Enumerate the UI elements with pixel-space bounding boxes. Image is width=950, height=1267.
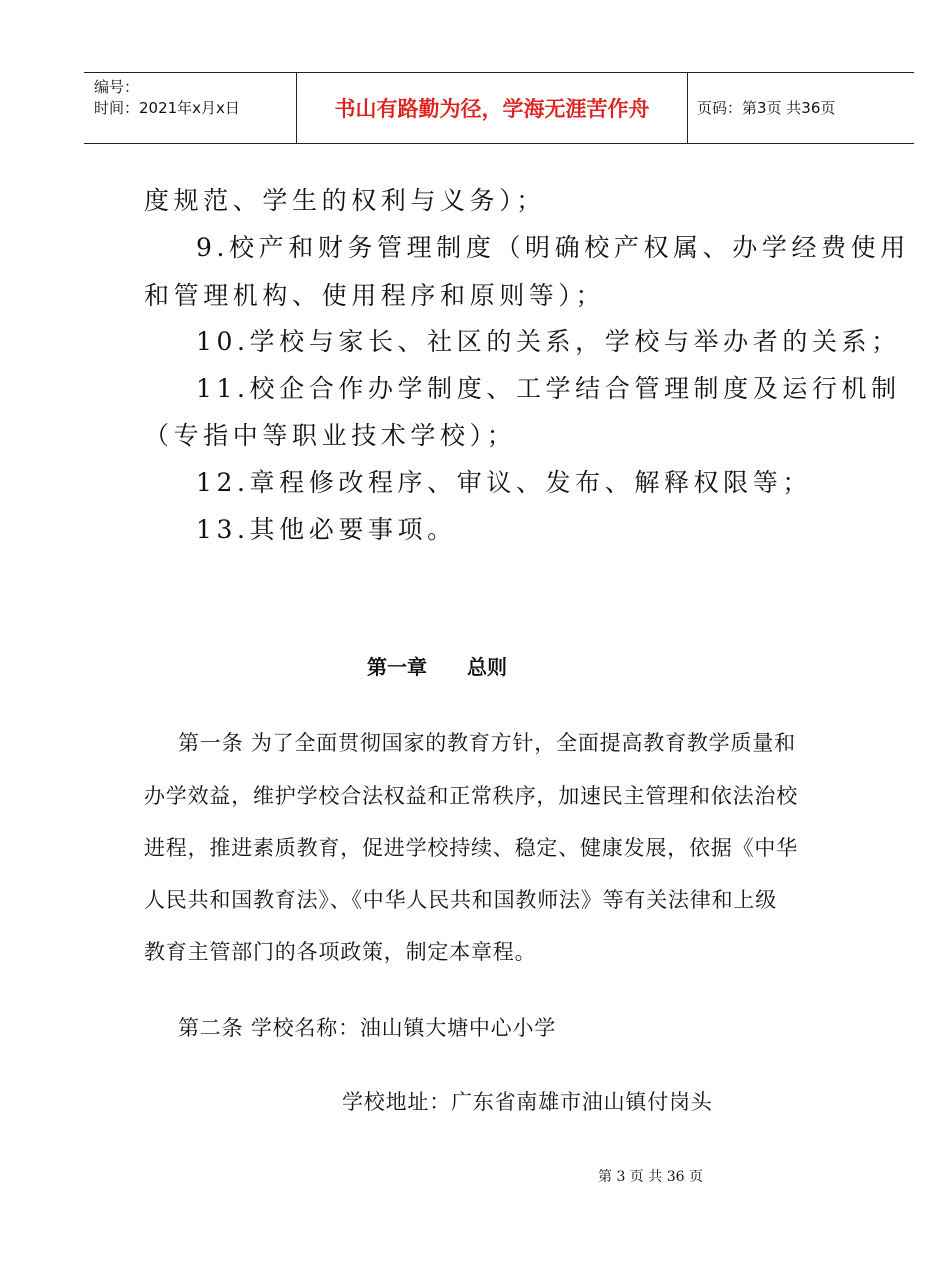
list-line: 10.学校与家长、社区的关系，学校与举办者的关系；: [196, 327, 901, 356]
chapter-title: 第一章 总则: [367, 655, 507, 679]
header-motto: 书山有路勤为径，学海无涯苦作舟: [334, 97, 650, 121]
article-1-line: 人民共和国教育法》、《中华人民共和国教师法》等有关法律和上级: [144, 888, 777, 912]
header-time-label: 时间：2021年x月x日: [94, 99, 240, 117]
address-line: 学校地址：广东省南雄市油山镇付岗头: [342, 1090, 713, 1114]
article-2-line: 第二条 学校名称：油山镇大塘中心小学: [178, 1016, 557, 1040]
header-number-label: 编号：: [94, 78, 140, 96]
article-1-line: 教育主管部门的各项政策，制定本章程。: [144, 940, 537, 964]
list-line: 9.校产和财务管理制度（明确校产权属、办学经费使用: [196, 233, 910, 262]
list-line: 13.其他必要事项。: [196, 515, 457, 544]
article-1-line: 进程，推进素质教育，促进学校持续、稳定、健康发展，依据《中华: [144, 836, 798, 860]
list-line: 度规范、学生的权利与义务）；: [144, 186, 546, 215]
list-line: 11.校企合作办学制度、工学结合管理制度及运行机制: [196, 374, 901, 403]
article-1-line: 办学效益，维护学校合法权益和正常秩序，加速民主管理和依法治校: [144, 784, 798, 808]
list-line: 和管理机构、使用程序和原则等）；: [144, 281, 606, 310]
header-meta: [94, 77, 240, 119]
list-line: 12.章程修改程序、审议、发布、解释权限等；: [196, 468, 812, 497]
page-footer: 第 3 页 共 36 页: [598, 1169, 703, 1185]
header-page-info: 页码：第3页 共36页: [697, 99, 836, 117]
list-line: （专指中等职业技术学校）；: [144, 421, 517, 450]
header-divider-right: [687, 73, 688, 143]
page-header: [84, 72, 914, 144]
article-1-line: 第一条 为了全面贯彻国家的教育方针，全面提高教育教学质量和: [178, 731, 796, 755]
